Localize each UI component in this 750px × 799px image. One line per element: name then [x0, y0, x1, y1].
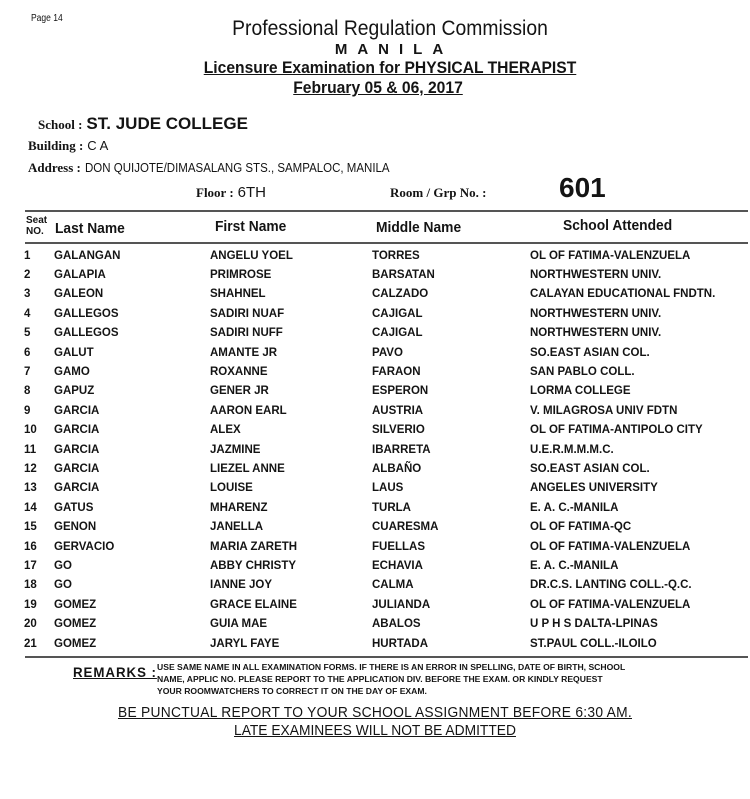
cell-seat-no: 7 — [24, 366, 31, 379]
cell-first-name: GRACE ELAINE — [210, 598, 297, 611]
cell-last-name: GARCIA — [54, 482, 100, 495]
table-row — [24, 265, 747, 284]
table-row — [24, 537, 747, 556]
column-header-middle-name: Middle Name — [376, 219, 462, 236]
school-label: School : — [38, 117, 83, 132]
cell-school-attended: OL OF FATIMA-VALENZUELA — [530, 540, 691, 553]
cell-middle-name: HURTADA — [372, 637, 429, 650]
cell-last-name: GALAPIA — [54, 269, 106, 282]
floor-value: 6TH — [237, 184, 267, 201]
cell-last-name: GATUS — [54, 501, 94, 514]
cell-first-name: ALEX — [210, 424, 241, 437]
late-notice: LATE EXAMINEES WILL NOT BE ADMITTED — [234, 722, 516, 739]
cell-last-name: GENON — [54, 521, 97, 534]
cell-school-attended: ANGELES UNIVERSITY — [530, 482, 658, 495]
cell-seat-no: 19 — [24, 598, 37, 611]
building-row — [28, 138, 108, 154]
table-row — [24, 324, 747, 343]
cell-middle-name: AUSTRIA — [372, 404, 424, 417]
room-label: Room / Grp No. : — [390, 185, 487, 200]
cell-seat-no: 20 — [24, 618, 37, 631]
cell-first-name: GENER JR — [210, 385, 269, 398]
table-row — [24, 459, 747, 478]
cell-school-attended: SO.EAST ASIAN COL. — [530, 462, 650, 475]
cell-seat-no: 15 — [24, 521, 37, 534]
cell-school-attended: NORTHWESTERN UNIV. — [530, 269, 662, 282]
cell-first-name: LIEZEL ANNE — [210, 462, 285, 475]
cell-middle-name: CUARESMA — [372, 521, 439, 534]
cell-first-name: JARYL FAYE — [210, 637, 280, 650]
table-top-rule — [25, 210, 748, 212]
cell-school-attended: E. A. C.-MANILA — [530, 559, 619, 572]
cell-middle-name: PAVO — [372, 346, 403, 359]
cell-last-name: GARCIA — [54, 462, 100, 475]
document-title: Professional Regulation Commission — [232, 17, 548, 40]
page-number: Page 14 — [31, 13, 63, 24]
cell-seat-no: 4 — [24, 307, 31, 320]
cell-first-name: JANELLA — [210, 521, 264, 534]
cell-first-name: LOUISE — [210, 482, 253, 495]
table-row — [24, 246, 747, 265]
cell-first-name: MARIA ZARETH — [210, 540, 298, 553]
column-header-seat — [26, 215, 47, 237]
cell-middle-name: LAUS — [372, 482, 404, 495]
cell-school-attended: CALAYAN EDUCATIONAL FNDTN. — [530, 288, 716, 301]
cell-last-name: GAMO — [54, 366, 90, 379]
room-row — [390, 185, 486, 201]
cell-seat-no: 9 — [24, 404, 31, 417]
cell-middle-name: ECHAVIA — [372, 559, 423, 572]
cell-seat-no: 3 — [24, 288, 31, 301]
cell-middle-name: ESPERON — [372, 385, 429, 398]
cell-middle-name: FUELLAS — [372, 540, 426, 553]
table-row — [24, 421, 747, 440]
school-row — [38, 114, 248, 134]
cell-seat-no: 5 — [24, 327, 31, 340]
cell-school-attended: OL OF FATIMA-ANTIPOLO CITY — [530, 424, 703, 437]
cell-school-attended: E. A. C.-MANILA — [530, 501, 619, 514]
cell-seat-no: 10 — [24, 424, 37, 437]
address-value: DON QUIJOTE/DIMASALANG STS., SAMPALOC, MANILA — [84, 161, 390, 175]
cell-middle-name: CALZADO — [372, 288, 429, 301]
cell-middle-name: CAJIGAL — [372, 307, 423, 320]
cell-last-name: GARCIA — [54, 404, 100, 417]
cell-middle-name: ALBAÑO — [372, 462, 422, 475]
cell-middle-name: FARAON — [372, 366, 421, 379]
remarks-text: USE SAME NAME IN ALL EXAMINATION FORMS. IF THERE IS AN ERROR IN SPELLING, DATE OF BIRTH, SCHOOL NAME, APPLIC NO. PLEASE REPORT TO THE APPLICATION DIV. BEFORE THE EXAM. OR KINDLY REQUEST YOUR ROOMWATCHERS TO CORRECT IT ON THE DAY OF EXAM. — [157, 662, 626, 696]
cell-school-attended: OL OF FATIMA-VALENZUELA — [530, 249, 691, 262]
table-row — [24, 362, 747, 381]
cell-seat-no: 11 — [24, 443, 37, 456]
building-label: Building : — [28, 138, 84, 153]
floor-label: Floor : — [196, 185, 234, 200]
cell-first-name: AMANTE JR — [210, 346, 278, 359]
remarks-label: REMARKS : — [73, 664, 157, 680]
cell-first-name: PRIMROSE — [210, 269, 272, 282]
table-row — [24, 401, 747, 420]
table-bottom-rule — [25, 656, 748, 658]
table-row — [24, 634, 747, 653]
cell-school-attended: NORTHWESTERN UNIV. — [530, 307, 662, 320]
cell-school-attended: ST.PAUL COLL.-ILOILO — [530, 637, 657, 650]
city-heading: MANILA — [334, 41, 454, 58]
cell-seat-no: 14 — [24, 501, 37, 514]
cell-seat-no: 21 — [24, 637, 37, 650]
cell-last-name: GALLEGOS — [54, 327, 119, 340]
cell-last-name: GOMEZ — [54, 618, 97, 631]
seat-header-bottom: NO. — [26, 226, 44, 237]
punctuality-notice: BE PUNCTUAL REPORT TO YOUR SCHOOL ASSIGNMENT BEFORE 6:30 AM. — [117, 704, 632, 721]
cell-seat-no: 18 — [24, 579, 37, 592]
exam-heading: Licensure Examination for PHYSICAL THERAPIST — [203, 58, 577, 77]
cell-middle-name: CALMA — [372, 579, 414, 592]
cell-seat-no: 8 — [24, 385, 31, 398]
cell-last-name: GOMEZ — [54, 637, 97, 650]
cell-seat-no: 6 — [24, 346, 31, 359]
cell-first-name: ANGELU YOEL — [210, 249, 293, 262]
cell-school-attended: V. MILAGROSA UNIV FDTN — [530, 404, 678, 417]
table-row — [24, 498, 747, 517]
cell-first-name: ABBY CHRISTY — [210, 559, 297, 572]
column-header-last-name: Last Name — [55, 220, 125, 237]
table-row — [24, 382, 747, 401]
cell-last-name: GALANGAN — [54, 249, 121, 262]
room-number: 601 — [559, 172, 606, 203]
floor-row — [196, 184, 266, 201]
cell-middle-name: ABALOS — [372, 618, 421, 631]
address-label: Address : — [28, 160, 81, 175]
cell-last-name: GOMEZ — [54, 598, 97, 611]
cell-middle-name: BARSATAN — [372, 269, 435, 282]
building-value: C A — [87, 138, 109, 153]
cell-last-name: GALLEGOS — [54, 307, 119, 320]
cell-school-attended: LORMA COLLEGE — [530, 385, 631, 398]
cell-school-attended: OL OF FATIMA-QC — [530, 521, 632, 534]
cell-last-name: GARCIA — [54, 424, 100, 437]
cell-seat-no: 12 — [24, 462, 37, 475]
table-row — [24, 595, 747, 614]
cell-last-name: GAPUZ — [54, 385, 95, 398]
school-value: ST. JUDE COLLEGE — [86, 114, 248, 133]
cell-first-name: MHARENZ — [210, 501, 268, 514]
cell-school-attended: SAN PABLO COLL. — [530, 366, 635, 379]
cell-last-name: GO — [54, 579, 72, 592]
seat-header-top: Seat — [26, 215, 48, 226]
table-row — [24, 479, 747, 498]
column-header-first-name: First Name — [215, 218, 287, 235]
table-row — [24, 614, 747, 633]
cell-first-name: JAZMINE — [210, 443, 261, 456]
table-row — [24, 517, 747, 536]
cell-school-attended: NORTHWESTERN UNIV. — [530, 327, 662, 340]
cell-last-name: GARCIA — [54, 443, 100, 456]
cell-seat-no: 1 — [24, 249, 31, 262]
address-row — [28, 160, 416, 176]
cell-seat-no: 2 — [24, 269, 31, 282]
table-row — [24, 285, 747, 304]
cell-school-attended: SO.EAST ASIAN COL. — [530, 346, 650, 359]
cell-middle-name: JULIANDA — [372, 598, 431, 611]
cell-seat-no: 17 — [24, 559, 37, 572]
cell-seat-no: 16 — [24, 540, 37, 553]
table-row — [24, 304, 747, 323]
cell-first-name: SHAHNEL — [210, 288, 266, 301]
exam-date: February 05 & 06, 2017 — [293, 78, 463, 97]
table-header-rule — [25, 242, 748, 244]
cell-seat-no: 13 — [24, 482, 37, 495]
cell-middle-name: IBARRETA — [372, 443, 431, 456]
cell-last-name: GALEON — [54, 288, 104, 301]
cell-first-name: GUIA MAE — [210, 618, 268, 631]
cell-middle-name: CAJIGAL — [372, 327, 423, 340]
table-row — [24, 556, 747, 575]
cell-last-name: GERVACIO — [54, 540, 115, 553]
table-row — [24, 440, 747, 459]
column-header-school-attended: School Attended — [563, 217, 673, 234]
cell-school-attended: OL OF FATIMA-VALENZUELA — [530, 598, 691, 611]
cell-first-name: IANNE JOY — [210, 579, 272, 592]
cell-last-name: GALUT — [54, 346, 94, 359]
cell-first-name: AARON EARL — [210, 404, 287, 417]
cell-school-attended: U P H S DALTA-LPINAS — [530, 618, 658, 631]
cell-middle-name: TORRES — [372, 249, 420, 262]
cell-school-attended: U.E.R.M.M.M.C. — [530, 443, 614, 456]
cell-middle-name: TURLA — [372, 501, 411, 514]
cell-middle-name: SILVERIO — [372, 424, 425, 437]
cell-school-attended: DR.C.S. LANTING COLL.-Q.C. — [530, 579, 692, 592]
cell-first-name: SADIRI NUAF — [210, 307, 285, 320]
cell-last-name: GO — [54, 559, 72, 572]
table-row — [24, 576, 747, 595]
examinee-table — [24, 246, 747, 653]
table-row — [24, 343, 747, 362]
cell-first-name: ROXANNE — [210, 366, 268, 379]
cell-first-name: SADIRI NUFF — [210, 327, 283, 340]
